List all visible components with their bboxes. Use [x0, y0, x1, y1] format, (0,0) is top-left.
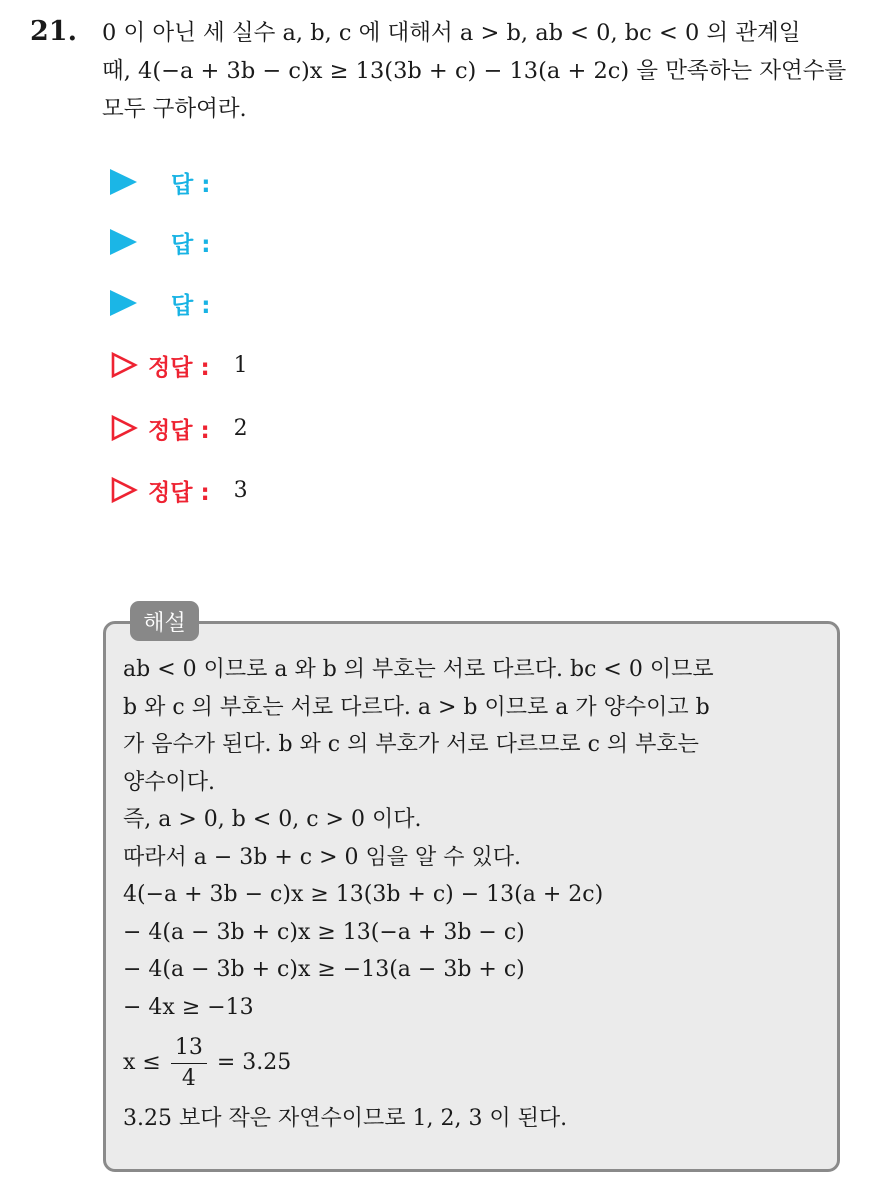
correct-row-2	[110, 410, 248, 446]
solution-line: 가 음수가 된다. b 와 c 의 부호가 서로 다르므로 c 의 부호는	[123, 732, 699, 757]
play-triangle-icon	[110, 290, 137, 316]
solution-conclusion: 3.25 보다 작은 자연수이므로 1, 2, 3 이 된다.	[123, 1106, 568, 1131]
correct-row-1	[110, 347, 248, 383]
answer-label: 답 :	[171, 171, 211, 198]
fraction-line	[123, 1026, 833, 1100]
fraction-rhs: = 3.25	[216, 1050, 292, 1076]
correct-label: 정답 :	[148, 417, 210, 444]
solution-line: 양수이다.	[123, 769, 216, 795]
play-triangle-icon	[110, 169, 137, 195]
correct-label: 정답 :	[148, 479, 210, 506]
question-line: 모두 구하여라.	[102, 96, 247, 122]
solution-line: − 4x ≥ −13	[123, 994, 254, 1020]
question-number: 21.	[30, 16, 77, 47]
solution-line: 4(−a + 3b − c)x ≥ 13(3b + c) − 13(a + 2c)	[123, 882, 604, 907]
fraction-denominator: 4	[181, 1065, 196, 1091]
outline-triangle-icon	[110, 414, 138, 442]
answer-row-2[interactable]	[110, 224, 210, 260]
question-line: 0 이 아닌 세 실수 a, b, c 에 대해서 a > b, ab < 0, bc < 0 의 관계일	[102, 20, 801, 46]
solution-line: − 4(a − 3b + c)x ≥ −13(a − 3b + c)	[123, 957, 525, 982]
fraction	[171, 1033, 207, 1094]
answer-label: 답 :	[171, 292, 211, 319]
solution-line: 즉, a > 0, b < 0, c > 0 이다.	[123, 807, 422, 832]
solution-body	[123, 651, 833, 1138]
solution-tab: 해설	[130, 601, 199, 641]
fraction-numerator: 13	[171, 1033, 207, 1064]
outline-triangle-icon	[110, 351, 138, 379]
solution-line: − 4(a − 3b + c)x ≥ 13(−a + 3b − c)	[123, 919, 525, 945]
correct-label: 정답 :	[148, 354, 210, 381]
solution-line: ab < 0 이므로 a 와 b 의 부호는 서로 다르다. bc < 0 이므로	[123, 657, 714, 682]
correct-value: 2	[233, 415, 248, 441]
solution-line: 따라서 a − 3b + c > 0 임을 알 수 있다.	[123, 844, 522, 870]
play-triangle-icon	[110, 229, 137, 255]
correct-value: 3	[233, 477, 248, 503]
answer-label: 답 :	[171, 231, 211, 258]
solution-line: b 와 c 의 부호는 서로 다르다. a > b 이므로 a 가 양수이고 b	[123, 694, 710, 720]
answer-row-3[interactable]	[110, 285, 210, 321]
correct-value: 1	[233, 352, 248, 378]
question-text	[102, 14, 872, 128]
answer-row-1[interactable]	[110, 164, 210, 200]
question-line: 때, 4(−a + 3b − c)x ≥ 13(3b + c) − 13(a + 2c) 을 만족하는 자연수를	[102, 58, 847, 84]
correct-row-3	[110, 472, 248, 508]
outline-triangle-icon	[110, 476, 138, 504]
fraction-lhs: x ≤	[123, 1050, 161, 1076]
